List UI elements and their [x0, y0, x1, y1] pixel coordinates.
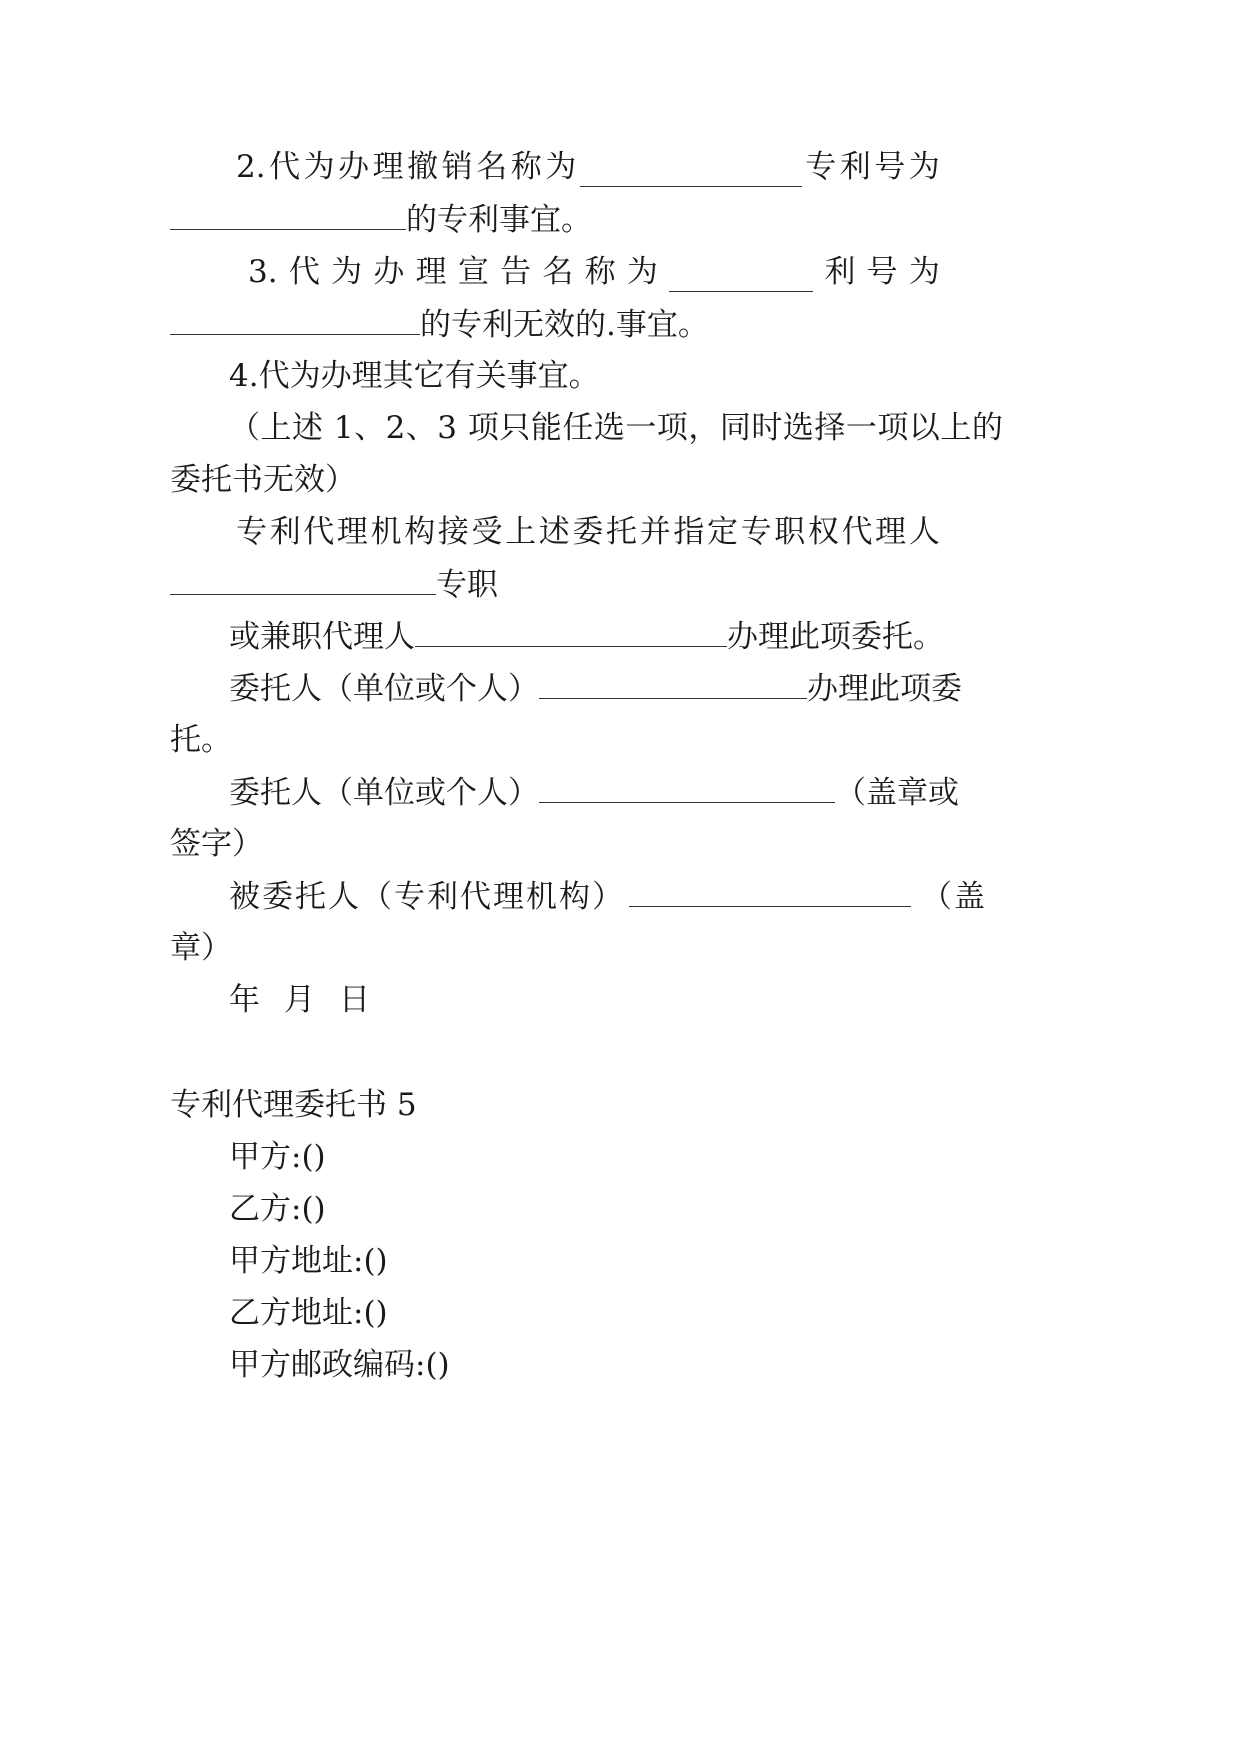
client2-line — [229, 772, 959, 812]
parttime-prefix: 或兼职代理人 — [229, 619, 415, 655]
client1-prefix: 委托人（单位或个人） — [229, 671, 539, 707]
item3-char: 告 — [500, 254, 532, 290]
item3-char: 代 — [288, 254, 320, 290]
client1-line — [229, 668, 962, 708]
item2-char: 为 — [303, 149, 335, 185]
note-cont: 委托书无效） — [170, 462, 356, 498]
patent-number-blank — [170, 199, 406, 230]
item2-char: 名 — [476, 149, 508, 185]
agency-line — [236, 512, 940, 552]
item3-cont-line — [170, 304, 709, 344]
name-blank — [669, 261, 813, 292]
party-a-postal-line — [229, 1345, 450, 1385]
client1-cont-line — [170, 720, 232, 760]
item3-char: 为 — [908, 254, 940, 290]
agency-char: 接 — [437, 514, 469, 550]
note-text: （上述 1、2、3 项只能任选一项，同时选择一项以上的 — [229, 410, 1004, 446]
party-a-address-text: 甲方地址:() — [229, 1243, 388, 1279]
trustee-prefix: 被委托人（专利代理机构） — [229, 879, 625, 915]
item2-char: 称 — [510, 149, 542, 185]
section-heading — [170, 1085, 417, 1125]
agency-char: 受 — [471, 514, 503, 550]
client2-prefix: 委托人（单位或个人） — [229, 775, 539, 811]
agency-char: 专 — [740, 514, 772, 550]
item3-cont: 的专利无效的.事宜。 — [420, 307, 709, 343]
agency-char: 构 — [404, 514, 436, 550]
agency-char: 理 — [336, 514, 368, 550]
agency-char: 专 — [236, 514, 267, 550]
date-month: 月 — [284, 982, 315, 1018]
trustee-cont-line — [170, 928, 232, 968]
agency-char: 人 — [908, 514, 940, 550]
agency-char: 职 — [774, 514, 806, 550]
client1-cont: 托。 — [170, 722, 232, 758]
item2-char: 专 — [805, 149, 837, 185]
party-b-line — [229, 1189, 326, 1229]
client2-cont: 签字） — [170, 826, 263, 862]
agency-char: 机 — [370, 514, 402, 550]
party-b-address-text: 乙方地址:() — [229, 1295, 388, 1331]
client2-suffix: （盖章或 — [835, 775, 959, 811]
party-b-text: 乙方:() — [229, 1191, 326, 1227]
parttime-line — [229, 616, 944, 656]
date-line — [229, 980, 370, 1020]
date-year: 年 — [229, 982, 260, 1018]
client-signature-blank — [539, 772, 835, 803]
agency-cont-line — [170, 564, 498, 604]
client2-cont-line — [170, 824, 263, 864]
item2-char: 利 — [839, 149, 871, 185]
agency-char: 代 — [303, 514, 335, 550]
note-cont-line — [170, 460, 356, 500]
item3-line — [248, 252, 940, 292]
date-day: 日 — [339, 982, 370, 1018]
agency-char: 上 — [505, 514, 537, 550]
agency-char: 权 — [807, 514, 839, 550]
agency-cont: 专职 — [436, 567, 498, 603]
item3-char: 理 — [415, 254, 447, 290]
item3-char: 名 — [542, 254, 574, 290]
party-a-address-line — [229, 1241, 388, 1281]
item3-char: 宣 — [457, 254, 489, 290]
item2-char: 撤 — [407, 149, 439, 185]
item3-char: 称 — [584, 254, 616, 290]
trustee-cont: 章） — [170, 930, 232, 966]
party-a-postal-text: 甲方邮政编码:() — [229, 1347, 450, 1383]
agency-char: 述 — [538, 514, 570, 550]
client-blank — [539, 668, 807, 699]
item4-text: 4.代为办理其它有关事宜。 — [229, 358, 600, 394]
item3-char: 办 — [373, 254, 405, 290]
item3-char: 为 — [626, 254, 658, 290]
party-a-text: 甲方:() — [229, 1139, 326, 1175]
parttime-agent-blank — [415, 616, 727, 647]
parttime-suffix: 办理此项委托。 — [727, 619, 944, 655]
agency-char: 定 — [706, 514, 738, 550]
trustee-line — [229, 876, 987, 916]
item2-cont: 的专利事宜。 — [406, 202, 592, 238]
item2-char: 2. — [236, 149, 266, 185]
item2-char: 为 — [908, 149, 940, 185]
agency-char: 并 — [639, 514, 671, 550]
patent-number-blank — [170, 304, 420, 335]
agency-char: 理 — [875, 514, 907, 550]
item3-char: 为 — [331, 254, 363, 290]
agency-char: 利 — [269, 514, 301, 550]
item2-char: 号 — [874, 149, 906, 185]
item2-char: 理 — [372, 149, 404, 185]
item2-cont-line — [170, 199, 592, 239]
agency-char: 代 — [841, 514, 873, 550]
client1-suffix: 办理此项委 — [807, 671, 962, 707]
item2-char: 代 — [269, 149, 301, 185]
item2-char: 销 — [441, 149, 473, 185]
party-b-address-line — [229, 1293, 388, 1333]
agency-char: 委 — [572, 514, 604, 550]
item4-line — [229, 356, 600, 396]
name-blank — [580, 156, 802, 187]
note-line — [229, 408, 1004, 448]
party-a-line — [229, 1137, 326, 1177]
fulltime-agent-blank — [170, 564, 436, 595]
item2-char: 办 — [338, 149, 370, 185]
heading-text: 专利代理委托书 5 — [170, 1087, 417, 1123]
item3-char: 号 — [866, 254, 898, 290]
agency-char: 指 — [673, 514, 705, 550]
item2-char: 为 — [545, 149, 577, 185]
trustee-seal-blank — [629, 876, 911, 907]
item3-char: 利 — [824, 254, 856, 290]
item3-char: 3. — [248, 254, 278, 290]
trustee-suffix: （盖 — [921, 879, 987, 915]
item2-line — [236, 147, 940, 187]
agency-char: 托 — [606, 514, 638, 550]
